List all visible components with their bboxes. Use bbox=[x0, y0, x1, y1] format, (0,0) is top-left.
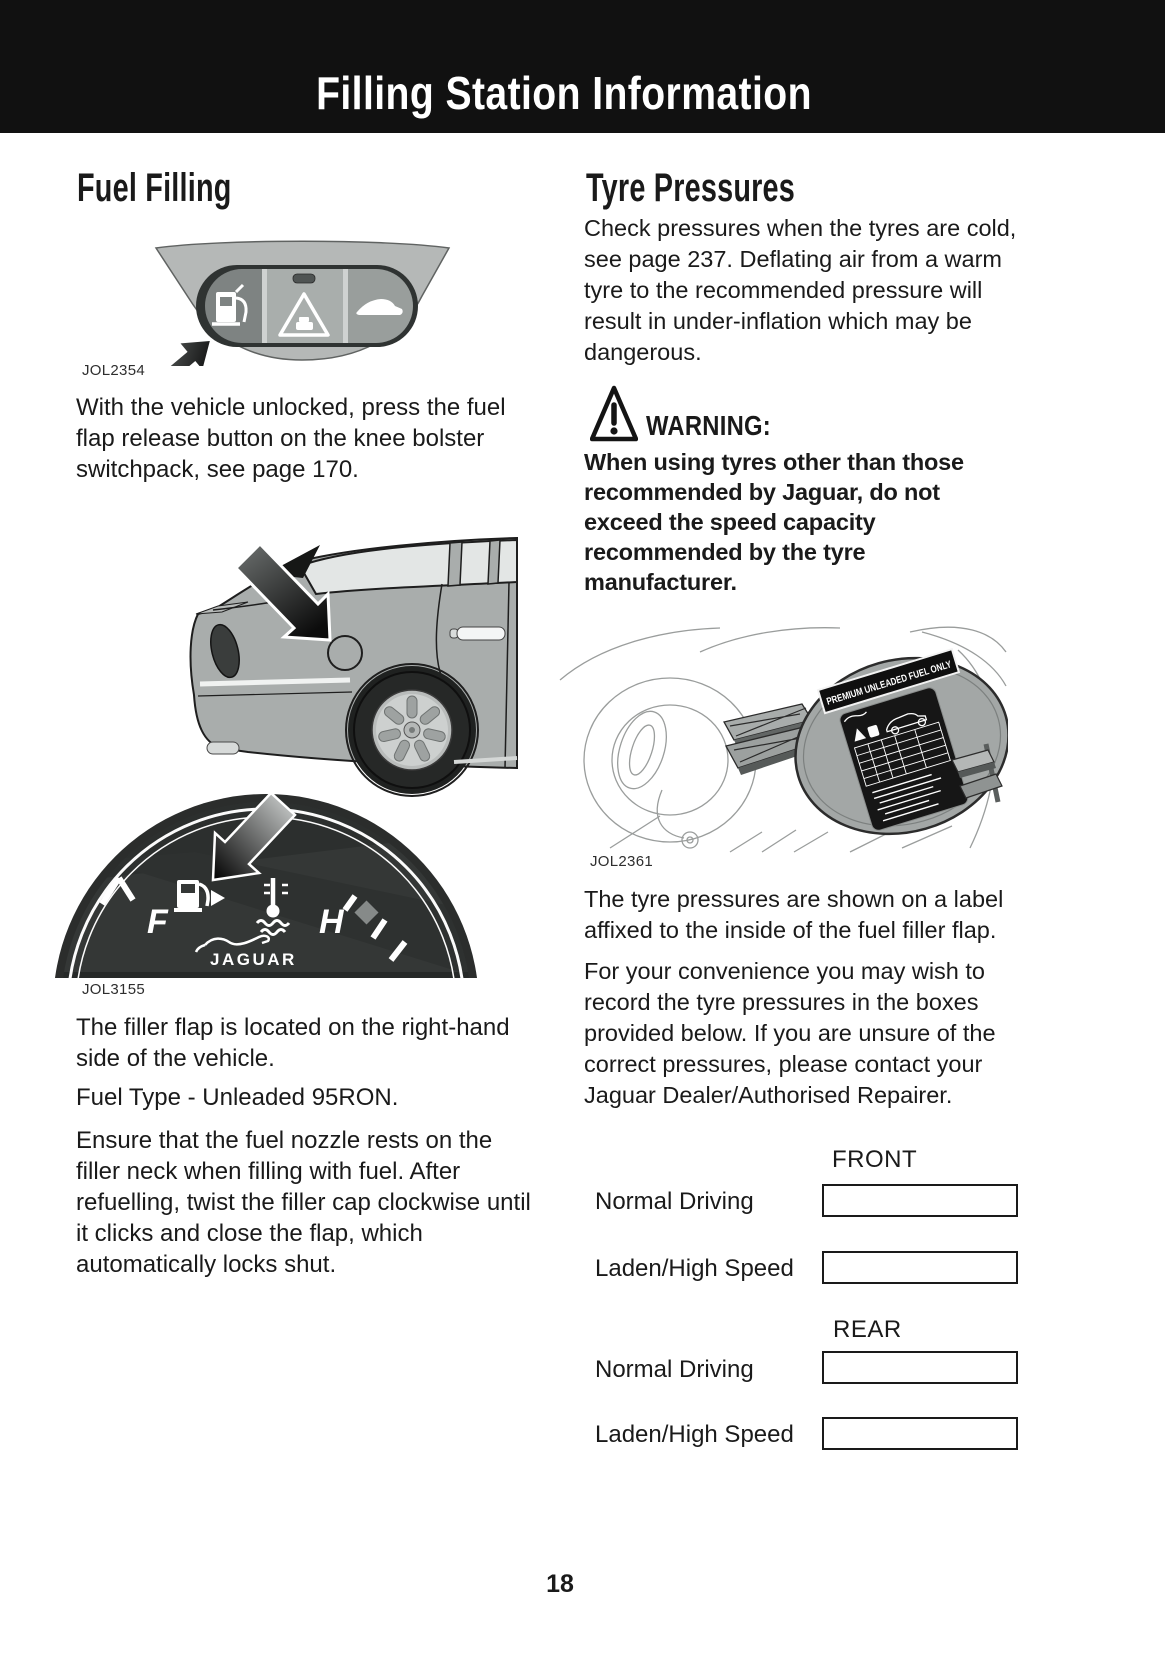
exhaust-pipe bbox=[207, 742, 239, 754]
warning-text: When using tyres other than those recommended by Jaguar, do not exceed the speed capacity recommended by the tyre manufacturer. bbox=[584, 449, 964, 595]
rear-heading: REAR bbox=[833, 1316, 902, 1343]
flap-label-text: PREMIUM UNLEADED FUEL ONLY bbox=[825, 649, 986, 708]
paragraph-fuel-release: With the vehicle unlocked, press the fuel flap release button on the knee bolster switchpack, see page 170. bbox=[76, 394, 506, 483]
fuel-filler-flap-marker bbox=[328, 636, 362, 670]
rear-wheel bbox=[346, 664, 478, 796]
section-heading-tyre-pressures: Tyre Pressures bbox=[586, 166, 796, 210]
row-label-front-normal: Normal Driving bbox=[595, 1188, 754, 1215]
paragraph-nozzle: Ensure that the fuel nozzle rests on the filler neck when filling with fuel. After refuelling, twist the filler cap clockwise until it clicks and close the flap, which automatically locks shut. bbox=[76, 1127, 531, 1278]
paragraph-flap-location: The filler flap is located on the right-hand side of the vehicle. bbox=[76, 1014, 510, 1072]
figure-caption: JOL2354 bbox=[82, 362, 145, 379]
fuel-gauge-illustration bbox=[55, 792, 479, 978]
pressure-input-front-laden[interactable] bbox=[822, 1251, 1018, 1284]
filler-flap-illustration bbox=[550, 610, 1008, 854]
car-rear-illustration bbox=[188, 510, 518, 802]
svg-text:JAGUAR: JAGUAR bbox=[210, 950, 297, 969]
pressure-input-rear-laden[interactable] bbox=[822, 1417, 1018, 1450]
section-heading-fuel-filling: Fuel Filling bbox=[77, 166, 232, 210]
page-title: Filling Station Information bbox=[316, 67, 812, 119]
gauge-full-mark: F bbox=[147, 903, 168, 941]
row-label-front-laden: Laden/High Speed bbox=[595, 1255, 794, 1282]
gauge-high-mark: H bbox=[319, 903, 344, 941]
pressure-input-front-normal[interactable] bbox=[822, 1184, 1018, 1217]
paragraph-check-pressures: Check pressures when the tyres are cold, see page 237. Deflating air from a warm tyre to the recommended pressure will result in under-inflation which may be dangerous. bbox=[584, 215, 1017, 365]
pressure-input-rear-normal[interactable] bbox=[822, 1351, 1018, 1384]
paragraph-record-pressures: For your convenience you may wish to record the tyre pressures in the boxes provided below. If you are unsure of the correct pressures, please contact your Jaguar Dealer/Authorised Repairer. bbox=[584, 958, 996, 1108]
warning-label: WARNING: bbox=[646, 410, 772, 441]
row-label-rear-laden: Laden/High Speed bbox=[595, 1421, 794, 1448]
figure-caption: JOL2361 bbox=[590, 853, 653, 870]
page-number: 18 bbox=[546, 1570, 574, 1598]
row-label-rear-normal: Normal Driving bbox=[595, 1356, 754, 1383]
paragraph-fuel-type: Fuel Type - Unleaded 95RON. bbox=[76, 1084, 399, 1111]
paragraph-label-location: The tyre pressures are shown on a label affixed to the inside of the fuel filler flap. bbox=[584, 886, 1004, 943]
figure-caption: JOL3155 bbox=[82, 981, 145, 998]
warning-triangle-icon bbox=[590, 383, 638, 445]
door-handle bbox=[457, 627, 505, 640]
front-heading: FRONT bbox=[832, 1146, 918, 1173]
switchpack-illustration bbox=[150, 238, 455, 366]
